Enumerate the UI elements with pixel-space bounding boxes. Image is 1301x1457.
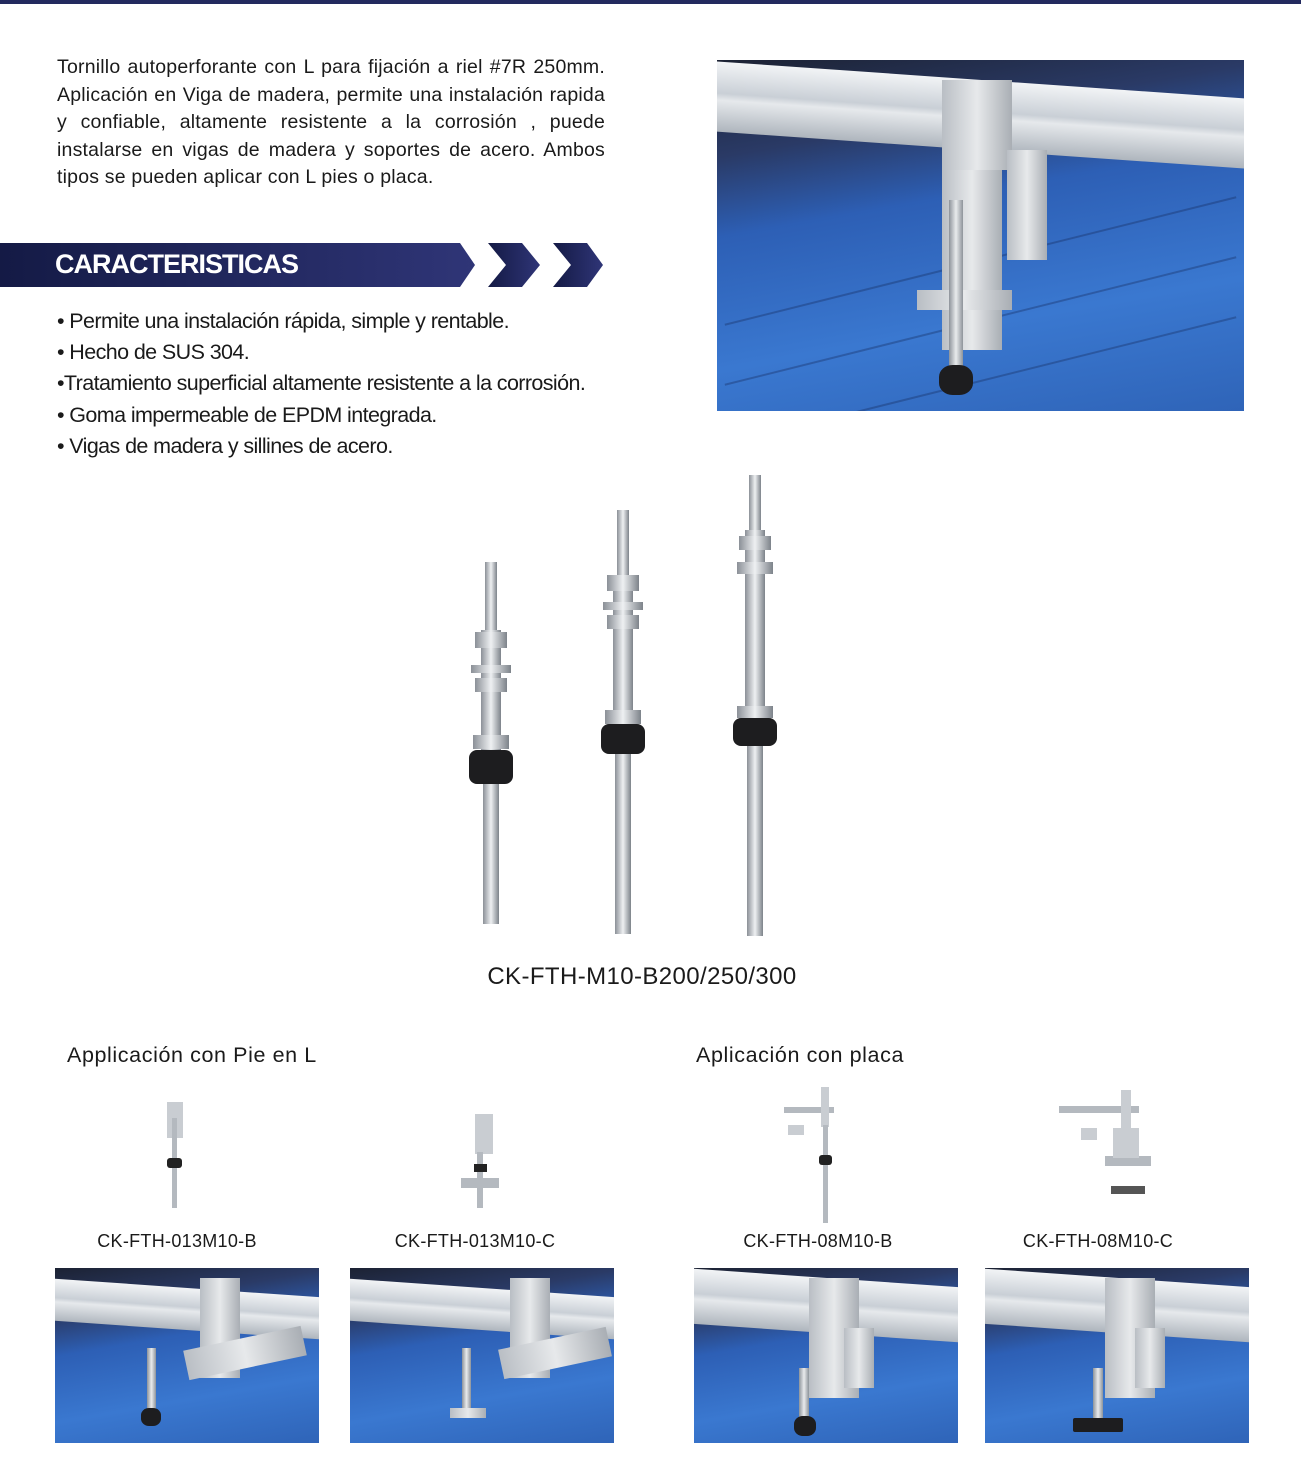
installation-photo [717, 60, 1244, 411]
chevron-icon [488, 243, 540, 287]
top-accent-bar [0, 0, 1301, 4]
screw-300 [733, 475, 777, 936]
feature-item: • Goma impermeable de EPDM integrada. [57, 402, 437, 427]
feature-item: • Vigas de madera y sillines de acero. [57, 433, 393, 458]
application-photo [55, 1268, 319, 1443]
screw-product-image [455, 470, 785, 945]
features-list [57, 306, 605, 462]
product-thumb [780, 1085, 840, 1225]
application-photo [985, 1268, 1249, 1443]
application-photo [350, 1268, 614, 1443]
product-label: CK-FTH-013M10-B [97, 1231, 257, 1251]
product-thumb [155, 1098, 195, 1210]
product-model: CK-FTH-M10-B200/250/300 [487, 963, 797, 990]
product-thumb [455, 1112, 505, 1212]
product-label: CK-FTH-08M10-C [1022, 1231, 1174, 1251]
product-thumb [1055, 1088, 1155, 1208]
application-photo [694, 1268, 958, 1443]
section-title-l-foot: Applicación con Pie en L [67, 1043, 317, 1067]
chevron-icon [553, 243, 603, 287]
feature-item: • Hecho de SUS 304. [57, 340, 250, 365]
features-title: CARACTERISTICAS [55, 249, 299, 279]
product-label: CK-FTH-08M10-B [743, 1231, 893, 1251]
feature-item: •Tratamiento superficial altamente resistente a la corrosión. [57, 371, 586, 396]
screw-250 [601, 510, 645, 934]
section-title-plate: Aplicación con placa [696, 1043, 905, 1067]
product-label: CK-FTH-013M10-C [394, 1231, 556, 1251]
feature-item: • Permite una instalación rápida, simple y rentable. [57, 309, 509, 333]
screw-200 [469, 562, 513, 924]
product-description: Tornillo autoperforante con L para fijación a riel #7R 250mm. Aplicación en Viga de madera, permite una instalación rapida y confiable, altamente resistente a la corrosión , puede instalarse en vigas de madera y soportes de acero. Ambos tipos se pueden aplicar con L pies o placa. [57, 56, 605, 189]
